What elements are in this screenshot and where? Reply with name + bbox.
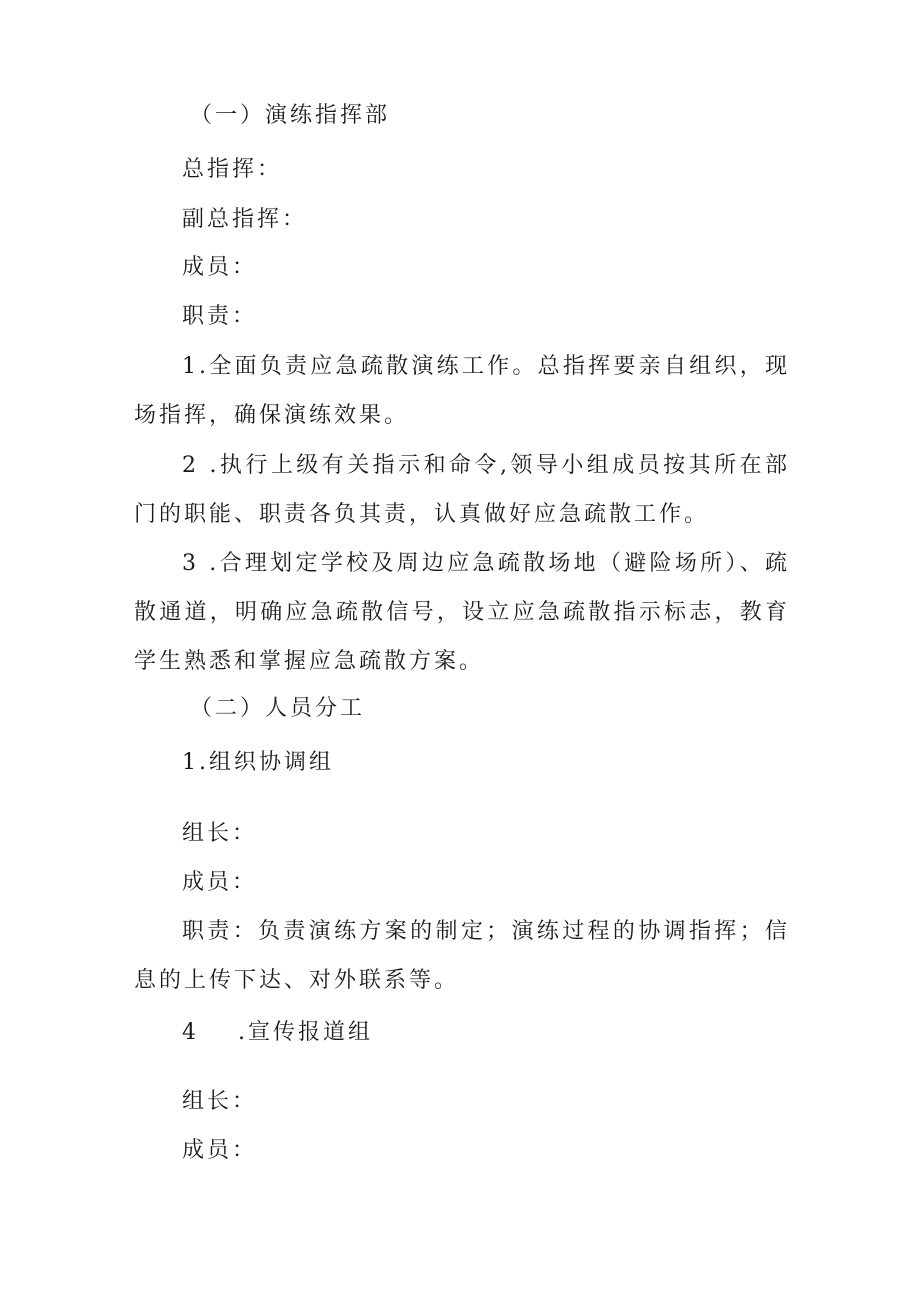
- duties-label: 职责：: [182, 304, 258, 329]
- group4-title: .宣传报道组: [238, 1020, 373, 1045]
- duty-paragraph-3: 3 .合理划定学校及周边应急疏散场地（避险场所）、疏散通道，明确应急疏散信号，设立应急疏散指示标志，教育学生熟悉和掌握应急疏散方案。: [134, 551, 790, 674]
- section2-heading: （二）人员分工: [190, 696, 366, 721]
- duty-paragraph-1: 1.全面负责应急疏散演练工作。总指挥要亲自组织，现场指挥，确保演练效果。: [134, 354, 790, 428]
- group1-leader-label: 组长：: [182, 821, 258, 846]
- members-label: 成员：: [182, 255, 258, 280]
- duty-paragraph-2: 2 .执行上级有关指示和命令,领导小组成员按其所在部门的职能、职责各负其责，认真做好应急疏散工作。: [134, 453, 790, 527]
- group1-duties-paragraph: 职责：负责演练方案的制定；演练过程的协调指挥；信息的上传下达、对外联系等。: [134, 919, 790, 993]
- group4-number: 4: [182, 1020, 199, 1045]
- group1-title: 1.组织协调组: [182, 750, 334, 775]
- group1-members-label: 成员：: [182, 870, 258, 895]
- group4-leader-label: 组长：: [182, 1089, 258, 1114]
- deputy-commander-label: 副总指挥：: [182, 207, 308, 232]
- section1-heading: （一）演练指挥部: [190, 103, 391, 128]
- group4-members-label: 成员：: [182, 1138, 258, 1163]
- commander-label: 总指挥：: [182, 157, 283, 182]
